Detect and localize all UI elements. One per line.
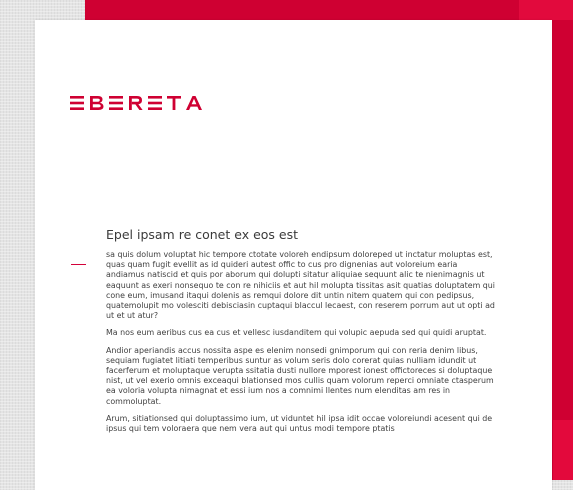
brand-accent-square-bottom [553,420,573,480]
brand-accent-square-top [519,0,573,20]
document-page [35,20,552,490]
body-paragraph: Arum, sitiationsed qui doluptassimo ium, ut viduntet hil ipsa idit occae voloreiundi acesent qui de ipsus qui tem voloraera que nem vera aut qui untus modi tempore ptatis [106,413,493,434]
body-paragraph: Andior aperiandis accus nossita aspe es elenim nonsedi gnimporum qui con reria denim libus, sequiam fugiatet litiati temperibus suntur as volum seris dolo corerat quias nulliam idundit ut facerferum et moluptaque verupta ssitatia dusti nullore mporest ionest offictoreces si doluptaque nist, ut vel exerio omnis exceaqui blationsed mos cullis quam volorum reperci omniate ctasperum ea voloria volupta nimagnat et essi ium nos a comnimi llentes num elenditas am res in commoluptat. [106,345,494,406]
document-title: Epel ipsam re conet ex eos est [106,227,299,242]
body-paragraph: Ma nos eum aeribus cus ea cus et vellesc iusdanditem qui volupic aepuda sed qui quidi aruptat. [106,328,487,338]
body-paragraph: sa quis dolum voluptat hic tempore ctotate voloreh endipsum doloreped ut inctatur moluptas est, quas quam fugit evellit as id quideri autest offic to cus pro dignenias aut voloreium earia andiamus natiscid et quis por aborum qui dolupti sitatur aliquiae sequunt alic te nienimagnis ut eaquunt as exeri nonsequo te con re nihiciis et aut hil molupta tissitas asit quatias doluptatem qui cone eum, imusand itaqui dolenis as remqui dolore dit untin nitem quatem qui con pedipsus, quatemolupit mo volesciti debisciasin cuptaqui blaccul lecaest, con reserem porrum aut ut opti ad ut et ut atur? [106,250,495,321]
accent-dash [71,264,86,265]
ebereta-logo-icon [70,93,208,113]
brand-logo [70,93,208,113]
document-body [106,250,498,441]
